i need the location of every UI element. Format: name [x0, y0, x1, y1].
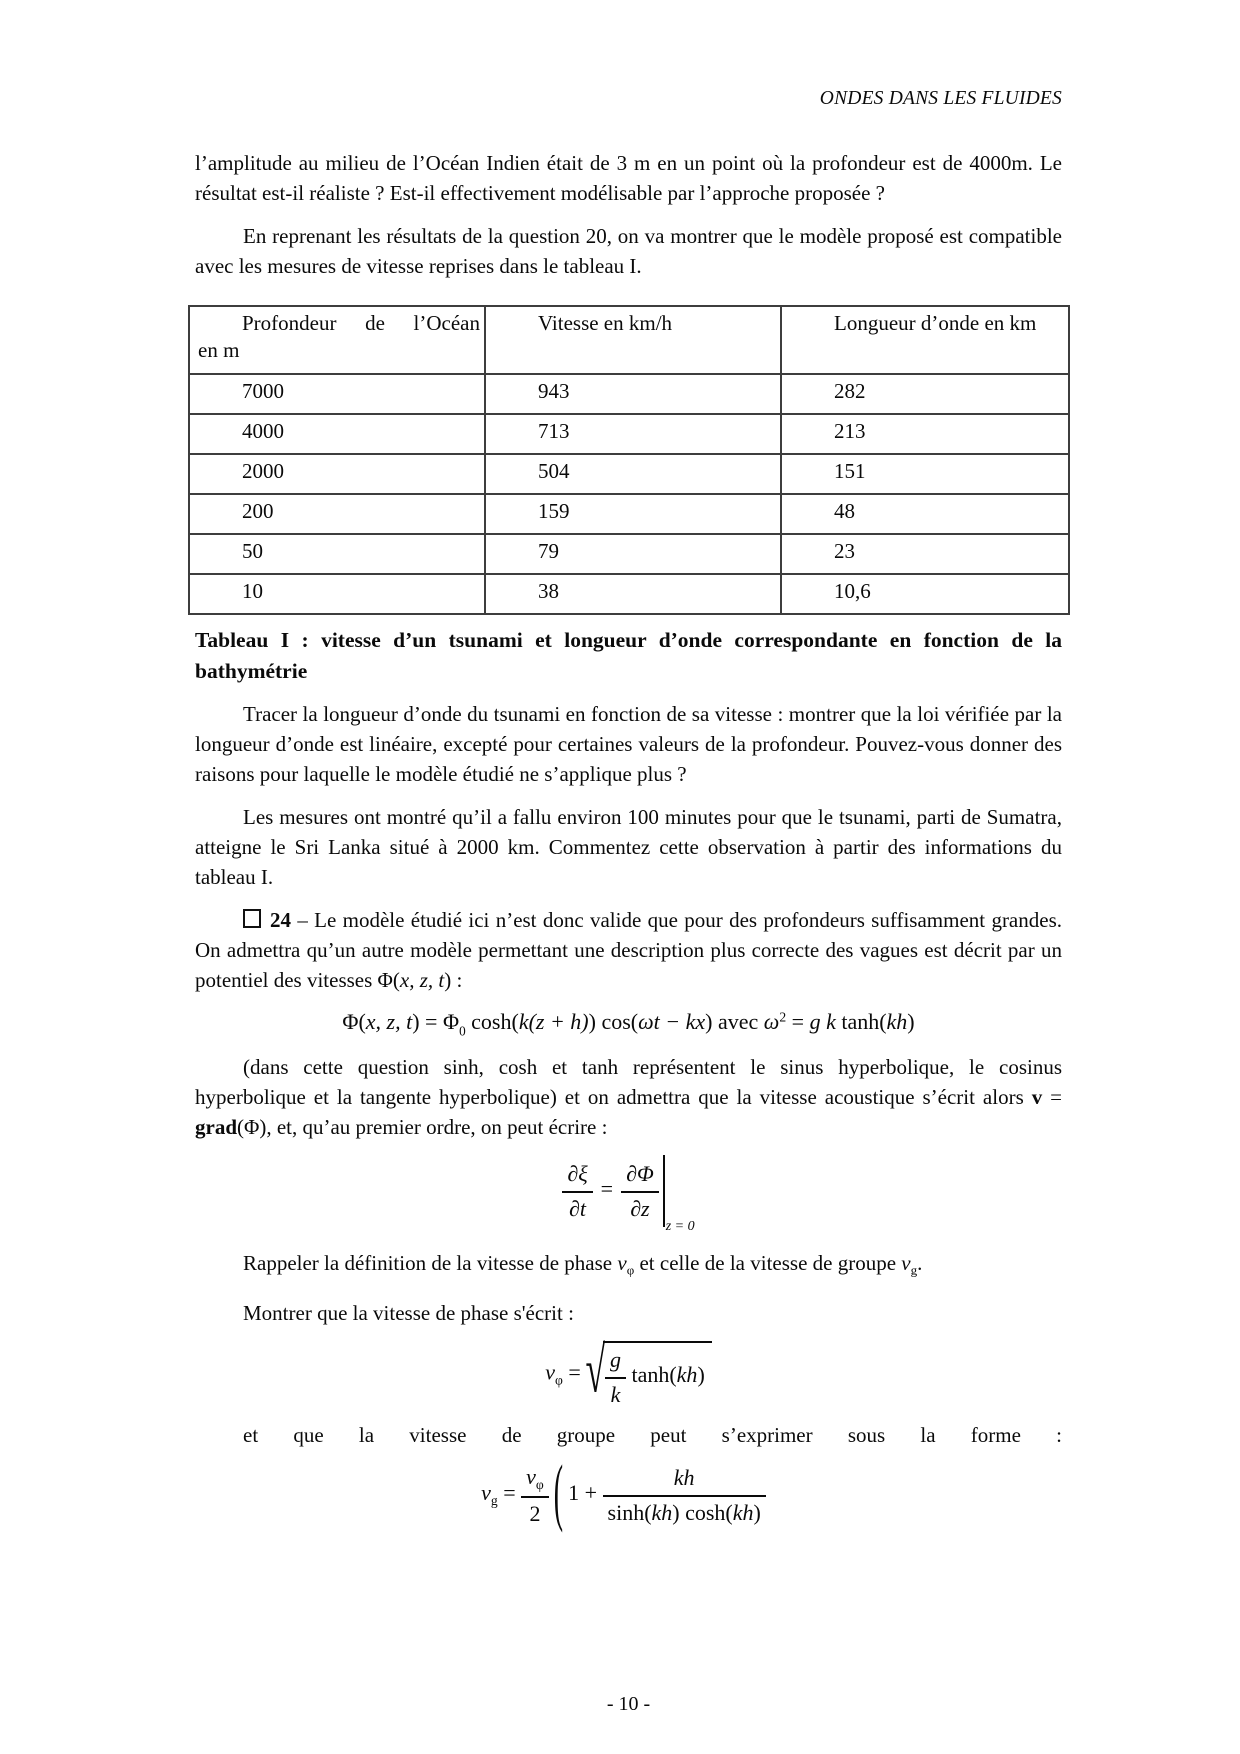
eq1-cos: ) cos( — [588, 1009, 639, 1034]
question-number: 24 — [270, 908, 291, 932]
table-cell: 713 — [485, 414, 781, 454]
denominator: k — [610, 1381, 621, 1407]
paragraph-hyperbolique — [195, 1052, 1062, 1142]
equation-group-velocity — [195, 1452, 1062, 1536]
p5-equals: = — [1042, 1085, 1062, 1110]
p5-text1: (dans cette question sinh, cosh et tanh représentent le sinus hyperbolique, le cosinus hyperbolique et la tangente hyperbolique) et on admettra que la vitesse acoustique s’écrit alors — [195, 1055, 1062, 1110]
table-cell: 282 — [781, 374, 1069, 414]
grad-operator: grad — [195, 1115, 237, 1140]
header-profondeur-line1: Profondeur de l’Océan — [242, 311, 480, 335]
eq1-square: 2 — [779, 1009, 787, 1025]
eq1-gk: g k — [809, 1009, 836, 1034]
table-cell: 50 — [189, 534, 485, 574]
header-profondeur-line2: en m — [198, 338, 240, 362]
vg-sub: g — [490, 1493, 498, 1509]
group-sub: g — [910, 1262, 918, 1278]
one-plus: 1 + — [568, 1480, 603, 1506]
p6-period: . — [917, 1250, 923, 1275]
table-cell: 23 — [781, 534, 1069, 574]
kh: kh — [651, 1499, 673, 1525]
table-cell: 79 — [485, 534, 781, 574]
evaluation-bar — [663, 1155, 665, 1227]
p5-text2: (Φ), et, qu’au premier ordre, on peut écrire : — [237, 1115, 608, 1140]
header-vitesse: Vitesse en km/h — [485, 306, 781, 374]
eq1-avec: ) avec — [705, 1009, 764, 1034]
paragraph-amplitude: l’amplitude au milieu de l’Océan Indien était de 3 m en un point où la profondeur est de 4000m. Le résultat est-il réaliste ? Est-il effectivement modélisable par l’approche proposée ? — [195, 151, 1062, 205]
eq1-arg1: k(z + h) — [518, 1009, 589, 1034]
equation-potential — [195, 1008, 1062, 1040]
table-row — [189, 374, 1069, 414]
fraction-g-k — [605, 1346, 626, 1408]
eq1-eq: ) = Φ — [412, 1009, 460, 1034]
denominator — [603, 1497, 766, 1527]
radical-sign: √ — [585, 1336, 606, 1407]
tsunami-table — [188, 305, 1070, 615]
numerator: ∂Φ — [621, 1160, 659, 1193]
table-cell: 151 — [781, 454, 1069, 494]
kh: kh — [732, 1499, 754, 1525]
table-cell: 2000 — [189, 454, 485, 494]
close-paren: ) — [753, 1499, 761, 1525]
table-cell: 10,6 — [781, 574, 1069, 614]
paragraph-question20: En reprenant les résultats de la question 20, on va montrer que le modèle proposé est compatible avec les mesures de vitesse reprises dans le tableau I. — [195, 224, 1062, 278]
eq1-omega: ω — [763, 1009, 780, 1034]
tanh-arg: kh — [676, 1362, 698, 1388]
equals-sign: = — [600, 1176, 614, 1202]
page-content — [195, 148, 1062, 1540]
fraction-vphi-2 — [521, 1463, 549, 1527]
velocity-vector: v — [1031, 1085, 1043, 1110]
q24-text-end: ) : — [444, 968, 463, 992]
eq1-sub0: 0 — [459, 1023, 466, 1039]
table-cell: 4000 — [189, 414, 485, 454]
eq1-arg2: ωt − kx — [638, 1009, 706, 1034]
eq1-vars: x, z, t — [365, 1009, 413, 1034]
eq1-cosh: cosh( — [465, 1009, 519, 1034]
radicand — [603, 1341, 712, 1408]
table-row — [189, 454, 1069, 494]
table-cell: 48 — [781, 494, 1069, 534]
q24-text: – Le modèle étudié ici n’est donc valide que pour des profondeurs suffisamment grandes. On admettra qu’un autre modèle permettant une description plus correcte des vagues est décrit par un potentiel des vitesses Φ( — [195, 908, 1062, 992]
p6-text2: et celle de la vitesse de groupe — [634, 1250, 902, 1275]
close-paren: ) — [697, 1362, 705, 1388]
eq1-close: ) — [907, 1009, 915, 1034]
table-cell: 159 — [485, 494, 781, 534]
table-row — [189, 574, 1069, 614]
fraction-dphi-dz — [621, 1160, 659, 1222]
equals-sign: = — [562, 1359, 587, 1385]
denominator: 2 — [529, 1501, 541, 1526]
table-cell: 200 — [189, 494, 485, 534]
vphi: v — [545, 1359, 555, 1385]
table-header-row — [189, 306, 1069, 374]
phase-velocity-symbol: v — [617, 1250, 627, 1275]
denominator: ∂t — [569, 1195, 587, 1221]
eq1-phi: Φ( — [342, 1009, 366, 1034]
numerator: kh — [603, 1464, 766, 1497]
p6-text1: Rappeler la définition de la vitesse de phase — [243, 1250, 618, 1275]
running-header: ONDES DANS LES FLUIDES — [819, 88, 1062, 109]
vg: v — [481, 1480, 491, 1506]
square-root — [585, 1336, 711, 1408]
eq1-kh: kh — [886, 1009, 908, 1034]
fraction-kh-sinhcosh — [603, 1464, 766, 1526]
fraction-dxi-dt — [562, 1160, 592, 1222]
numerator: ∂ξ — [562, 1160, 592, 1193]
vphi-sub: φ — [555, 1372, 563, 1388]
denominator: ∂z — [630, 1195, 650, 1221]
evaluation-condition: z = 0 — [665, 1219, 695, 1235]
header-profondeur — [189, 306, 485, 374]
paragraph-mesures: Les mesures ont montré qu’il a fallu environ 100 minutes pour que le tsunami, parti de Sumatra, atteigne le Sri Lanka situé à 2000 km. Commentez cette observation à partir des informations du tableau I. — [195, 805, 1062, 889]
paragraph-tracer: Tracer la longueur d’onde du tsunami en fonction de sa vitesse : montrer que la loi vérifiée par la longueur d’onde est linéaire, excepté pour certaines valeurs de la profondeur. Pouvez-vous donner des raisons pour laquelle le modèle étudié ne s’applique plus ? — [195, 702, 1062, 786]
table-caption: Tableau I : vitesse d’un tsunami et longueur d’onde correspondante en fonction de la bathymétrie — [195, 628, 1062, 683]
q24-variables: x, z, t — [399, 968, 445, 992]
numerator: g — [605, 1346, 626, 1379]
vphi-sub: φ — [535, 1476, 544, 1492]
header-longueur-onde: Longueur d’onde en km — [781, 306, 1069, 374]
left-paren: ( — [553, 1452, 564, 1536]
equation-boundary — [195, 1155, 1062, 1236]
table-cell: 943 — [485, 374, 781, 414]
table-row — [189, 414, 1069, 454]
phase-sub: φ — [626, 1262, 635, 1278]
vphi: v — [526, 1464, 536, 1490]
table-cell: 504 — [485, 454, 781, 494]
paragraph-rappeler — [195, 1248, 1062, 1286]
table-cell: 38 — [485, 574, 781, 614]
paragraph-montrer: Montrer que la vitesse de phase s'écrit : — [243, 1301, 574, 1326]
paragraph-groupe: et que la vitesse de groupe peut s’exprimer sous la forme : — [243, 1423, 1062, 1448]
equals-sign: = — [497, 1480, 522, 1506]
eq1-tanh: tanh( — [835, 1009, 887, 1034]
paragraph-q24 — [195, 905, 1062, 995]
table-row — [189, 494, 1069, 534]
table-cell: 7000 — [189, 374, 485, 414]
table-cell: 10 — [189, 574, 485, 614]
eq1-eq2: = — [786, 1009, 810, 1034]
equation-phase-velocity — [195, 1336, 1062, 1408]
checkbox-icon — [243, 909, 261, 928]
group-velocity-symbol: v — [901, 1250, 911, 1275]
numerator — [521, 1463, 549, 1498]
table-row — [189, 534, 1069, 574]
tanh-function: tanh( — [631, 1362, 677, 1388]
page-number: - 10 - — [606, 1693, 651, 1715]
cosh-function: ) cosh( — [672, 1499, 733, 1525]
sinh-function: sinh( — [607, 1499, 652, 1525]
table-cell: 213 — [781, 414, 1069, 454]
